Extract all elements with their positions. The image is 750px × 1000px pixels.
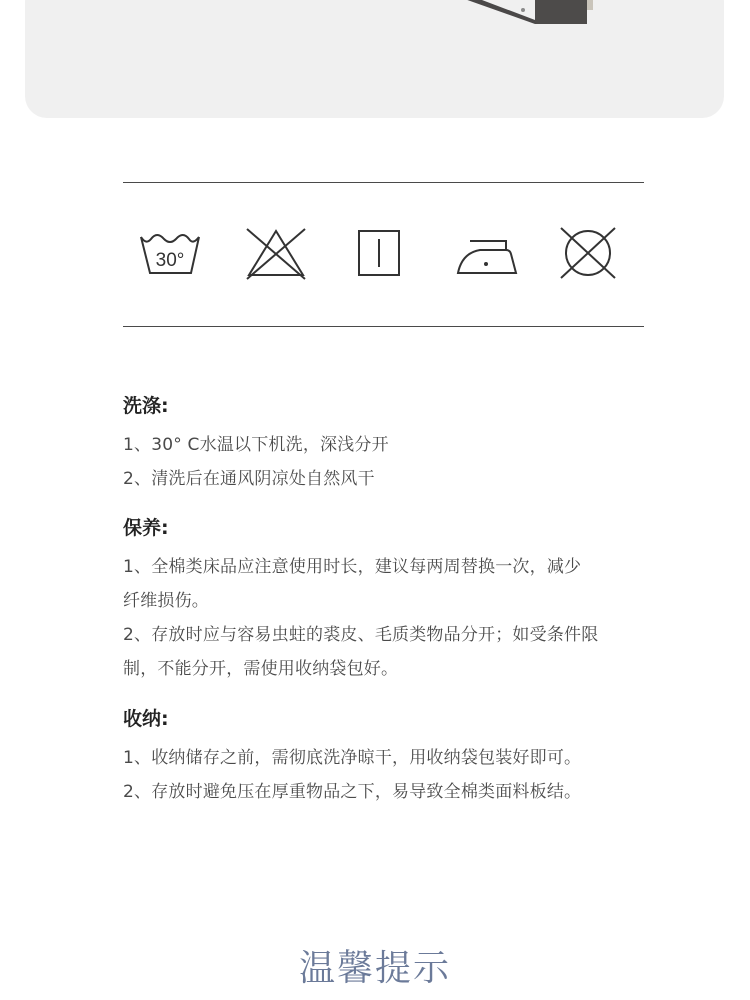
wash-temp-label: 30°: [155, 250, 185, 271]
care-line: 1、全棉类床品应注意使用时长，建议每两周替换一次，减少: [123, 557, 582, 577]
care-section: [123, 514, 653, 686]
iron-low-icon: [452, 223, 518, 283]
product-image-card: [25, 0, 724, 118]
no-dry-clean-icon: [555, 223, 621, 283]
hang-dry-icon: [349, 223, 415, 283]
wash-line: 2、清洗后在通风阴凉处自然风干: [123, 469, 375, 489]
care-line: 纤维损伤。: [123, 591, 209, 611]
wash-30c-icon: [137, 223, 203, 283]
care-line: 制，不能分开，需使用收纳袋包好。: [123, 659, 399, 679]
wash-line: 1、30° C水温以下机洗，深浅分开: [123, 435, 389, 455]
care-title: 保养:: [123, 517, 169, 539]
wash-section: [123, 392, 653, 496]
storage-box-image: [411, 0, 593, 24]
tips-title: 温馨提示: [298, 948, 451, 989]
storage-section: [123, 705, 653, 809]
storage-line: 1、收纳储存之前，需彻底洗净晾干，用收纳袋包装好即可。: [123, 748, 582, 768]
divider-bottom: [123, 326, 644, 327]
storage-title: 收纳:: [123, 708, 169, 730]
no-bleach-icon: [243, 223, 309, 283]
care-line: 2、存放时应与容易虫蛀的裘皮、毛质类物品分开；如受条件限: [123, 625, 599, 645]
storage-line: 2、存放时避免压在厚重物品之下，易导致全棉类面料板结。: [123, 782, 582, 802]
divider-top: [123, 182, 644, 183]
wash-title: 洗涤:: [123, 395, 169, 417]
